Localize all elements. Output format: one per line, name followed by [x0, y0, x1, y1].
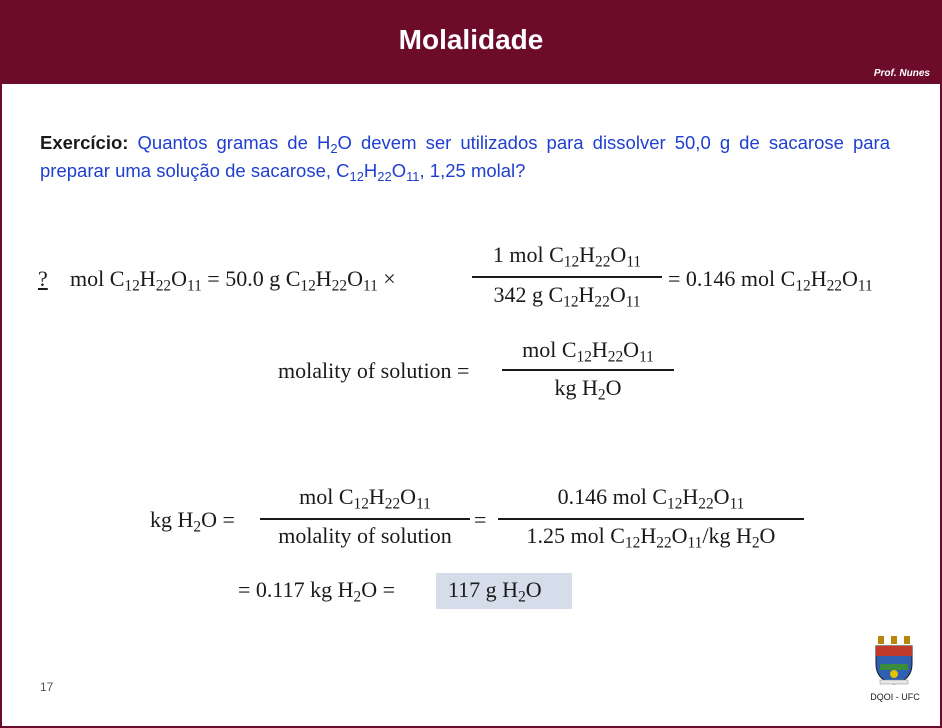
formula-subscript: 11 [626, 253, 642, 271]
question-text: O [391, 160, 407, 181]
formula-subscript: 11 [625, 293, 641, 311]
subscript: 2 [330, 140, 338, 156]
formula-subscript: 12 [667, 495, 683, 513]
eq3-numerator-1: mol $C_{12}H_{22}O_{11}$ [299, 484, 431, 513]
formula-subscript: 22 [595, 253, 611, 271]
unknown-marker: ? [38, 266, 48, 291]
formula-subscript: 2 [597, 386, 606, 404]
question-text: Quantos gramas de H [128, 132, 331, 153]
question-text: O devem ser utilizados para dissolver 50,0 g de sacarose para preparar uma solução de sacarose, C [40, 132, 890, 181]
subscript: 11 [406, 168, 420, 184]
formula-subscript: 11 [186, 277, 202, 295]
formula-subscript: 12 [576, 348, 592, 366]
formula-subscript: 2 [518, 588, 526, 606]
eq2-lhs: molality of solution = [278, 358, 470, 383]
formula-subscript: 22 [155, 277, 172, 295]
question-text: , 1,25 molal? [419, 160, 526, 181]
eq3-denominator-1: molality of solution [278, 523, 452, 548]
eq3-line2: = 0.117 kg $H_2O$ = [238, 577, 395, 606]
eq3-fraction-bar-1 [260, 518, 470, 520]
formula-subscript: 12 [353, 495, 369, 513]
formula-subscript: 11 [729, 495, 745, 513]
formula-subscript: 11 [639, 348, 654, 366]
slide-header [2, 2, 940, 84]
formula-subscript: 12 [124, 277, 140, 295]
formula-subscript: 22 [698, 495, 714, 513]
formula-subscript: 12 [624, 534, 641, 552]
eq1-lhs: mol $C_{12}H_{22}O_{11} = 50.0$ g $C_{12}H_{22}O_{11}$ × [70, 266, 396, 295]
eq2-denominator: kg $H_2O$ [554, 375, 622, 404]
slide-title: Molalidade [398, 24, 544, 55]
formula-subscript: 2 [751, 534, 760, 552]
formula-subscript: 11 [687, 534, 703, 552]
university-crest-icon [874, 634, 914, 686]
formula-subscript: 2 [353, 588, 362, 606]
subscript: 12 [349, 168, 364, 184]
formula-subscript: 22 [594, 293, 610, 311]
eq1-result: = 0.146 mol $C_{12}H_{22}O_{11}$ [668, 266, 873, 295]
formula-subscript: 22 [656, 534, 672, 552]
eq3-denominator-2: 1.25 mol $C_{12}H_{22}O_{11}/kg$ $H_2O$ [526, 523, 776, 552]
subscript: 22 [377, 168, 392, 184]
page-number: 17 [40, 680, 54, 694]
final-answer: 117 g $H_2O$ [448, 577, 542, 606]
institution-label: DQOI - UFC [870, 692, 920, 702]
eq2-fraction-bar [502, 369, 674, 371]
formula-subscript: 12 [795, 277, 811, 295]
formula-subscript: 12 [563, 293, 579, 311]
eq2-numerator: mol $C_{12}H_{22}O_{11}$ [522, 337, 654, 366]
formula-subscript: 11 [416, 495, 431, 513]
formula-subscript: 11 [362, 277, 378, 295]
question-text: H [363, 160, 378, 181]
exercise-label: Exercício: [40, 132, 129, 153]
eq1-denominator: 342 g $C_{12}H_{22}O_{11}$ [493, 282, 641, 311]
eq3-lhs: kg $H_2O$ = [150, 507, 235, 536]
exercise-question [40, 129, 890, 185]
author-label: Prof. Nunes [873, 68, 930, 79]
formula-subscript: 22 [826, 277, 842, 295]
eq3-fraction-bar-2 [498, 518, 804, 520]
formula-subscript: 22 [607, 348, 624, 366]
eq1-numerator: 1 mol $C_{12}H_{22}O_{11}$ [492, 242, 642, 271]
formula-subscript: 2 [193, 518, 202, 536]
formula-subscript: 11 [857, 277, 873, 295]
eq3-equals: = [474, 507, 487, 532]
formula-subscript: 12 [300, 277, 316, 295]
eq1-fraction-bar [472, 276, 662, 278]
formula-subscript: 22 [331, 277, 348, 295]
formula-subscript: 12 [563, 253, 580, 271]
formula-subscript: 22 [384, 495, 401, 513]
eq3-numerator-2: 0.146 mol $C_{12}H_{22}O_{11}$ [557, 484, 745, 513]
